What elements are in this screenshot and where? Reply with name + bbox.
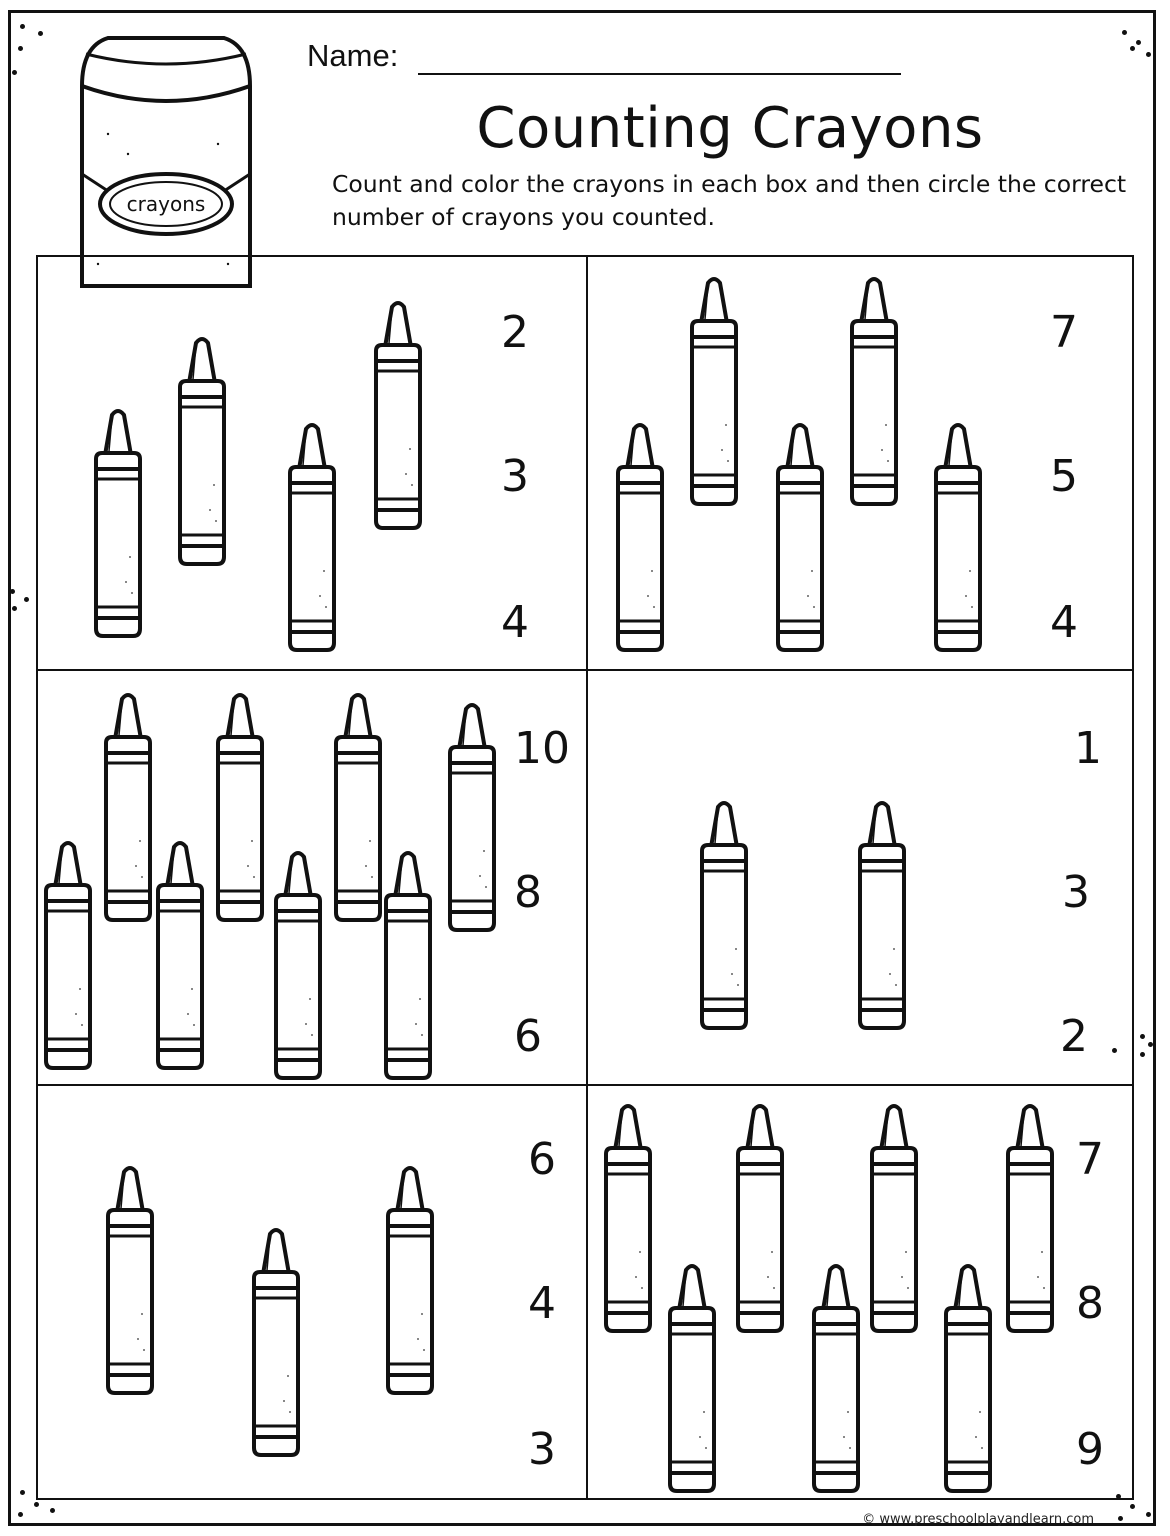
- crayon[interactable]: [382, 1164, 438, 1396]
- number-choice[interactable]: 8: [1076, 1278, 1104, 1329]
- crayon[interactable]: [370, 299, 426, 531]
- number-choice[interactable]: 1: [1074, 723, 1102, 774]
- crayon[interactable]: [1002, 1102, 1058, 1334]
- crayon[interactable]: [600, 1102, 656, 1334]
- crayon[interactable]: [808, 1262, 864, 1494]
- number-choice[interactable]: 6: [514, 1011, 542, 1062]
- name-label: Name:: [307, 38, 399, 73]
- number-choice[interactable]: 7: [1050, 307, 1078, 358]
- crayon[interactable]: [270, 849, 326, 1081]
- crayon[interactable]: [102, 1164, 158, 1396]
- number-choice[interactable]: 2: [501, 307, 529, 358]
- number-choice[interactable]: 2: [1060, 1011, 1088, 1062]
- number-choice[interactable]: 4: [1050, 597, 1078, 648]
- number-choice[interactable]: 5: [1050, 451, 1078, 502]
- crayon[interactable]: [940, 1262, 996, 1494]
- crayon[interactable]: [152, 839, 208, 1071]
- crayon[interactable]: [174, 335, 230, 567]
- box-label: crayons: [126, 192, 206, 216]
- crayon[interactable]: [330, 691, 386, 923]
- counting-box-2: [588, 257, 1134, 669]
- name-field[interactable]: [418, 73, 901, 75]
- counting-box-4: [588, 671, 1134, 1084]
- crayon[interactable]: [380, 849, 436, 1081]
- instructions-text: Count and color the crayons in each box and then circle the correct number of crayons you counted.: [332, 170, 1127, 231]
- crayon[interactable]: [248, 1226, 304, 1458]
- page-title: Counting Crayons: [476, 96, 984, 161]
- crayon-box-icon: [68, 24, 262, 292]
- number-choice[interactable]: 10: [514, 723, 570, 774]
- worksheet-grid: [36, 255, 1134, 1500]
- number-choice[interactable]: 9: [1076, 1424, 1104, 1475]
- crayon[interactable]: [732, 1102, 788, 1334]
- crayon[interactable]: [846, 275, 902, 507]
- counting-box-6: [588, 1086, 1134, 1498]
- number-choice[interactable]: 4: [501, 597, 529, 648]
- crayon[interactable]: [212, 691, 268, 923]
- number-choice[interactable]: 3: [1062, 867, 1090, 918]
- crayon[interactable]: [612, 421, 668, 653]
- crayon[interactable]: [854, 799, 910, 1031]
- crayon[interactable]: [444, 701, 500, 933]
- number-choice[interactable]: 3: [501, 451, 529, 502]
- crayon[interactable]: [696, 799, 752, 1031]
- number-choice[interactable]: 8: [514, 867, 542, 918]
- number-choice[interactable]: 3: [528, 1424, 556, 1475]
- number-choice[interactable]: 6: [528, 1134, 556, 1185]
- crayon[interactable]: [772, 421, 828, 653]
- crayon[interactable]: [90, 407, 146, 639]
- crayon[interactable]: [866, 1102, 922, 1334]
- number-choice[interactable]: 4: [528, 1278, 556, 1329]
- counting-box-5: [38, 1086, 586, 1498]
- crayon[interactable]: [930, 421, 986, 653]
- counting-box-1: [38, 257, 586, 669]
- crayon[interactable]: [100, 691, 156, 923]
- crayon[interactable]: [664, 1262, 720, 1494]
- copyright-footer: © www.preschoolplayandlearn.com: [862, 1512, 1094, 1527]
- crayon[interactable]: [686, 275, 742, 507]
- crayon[interactable]: [40, 839, 96, 1071]
- number-choice[interactable]: 7: [1076, 1134, 1104, 1185]
- counting-box-3: [38, 671, 586, 1084]
- crayon[interactable]: [284, 421, 340, 653]
